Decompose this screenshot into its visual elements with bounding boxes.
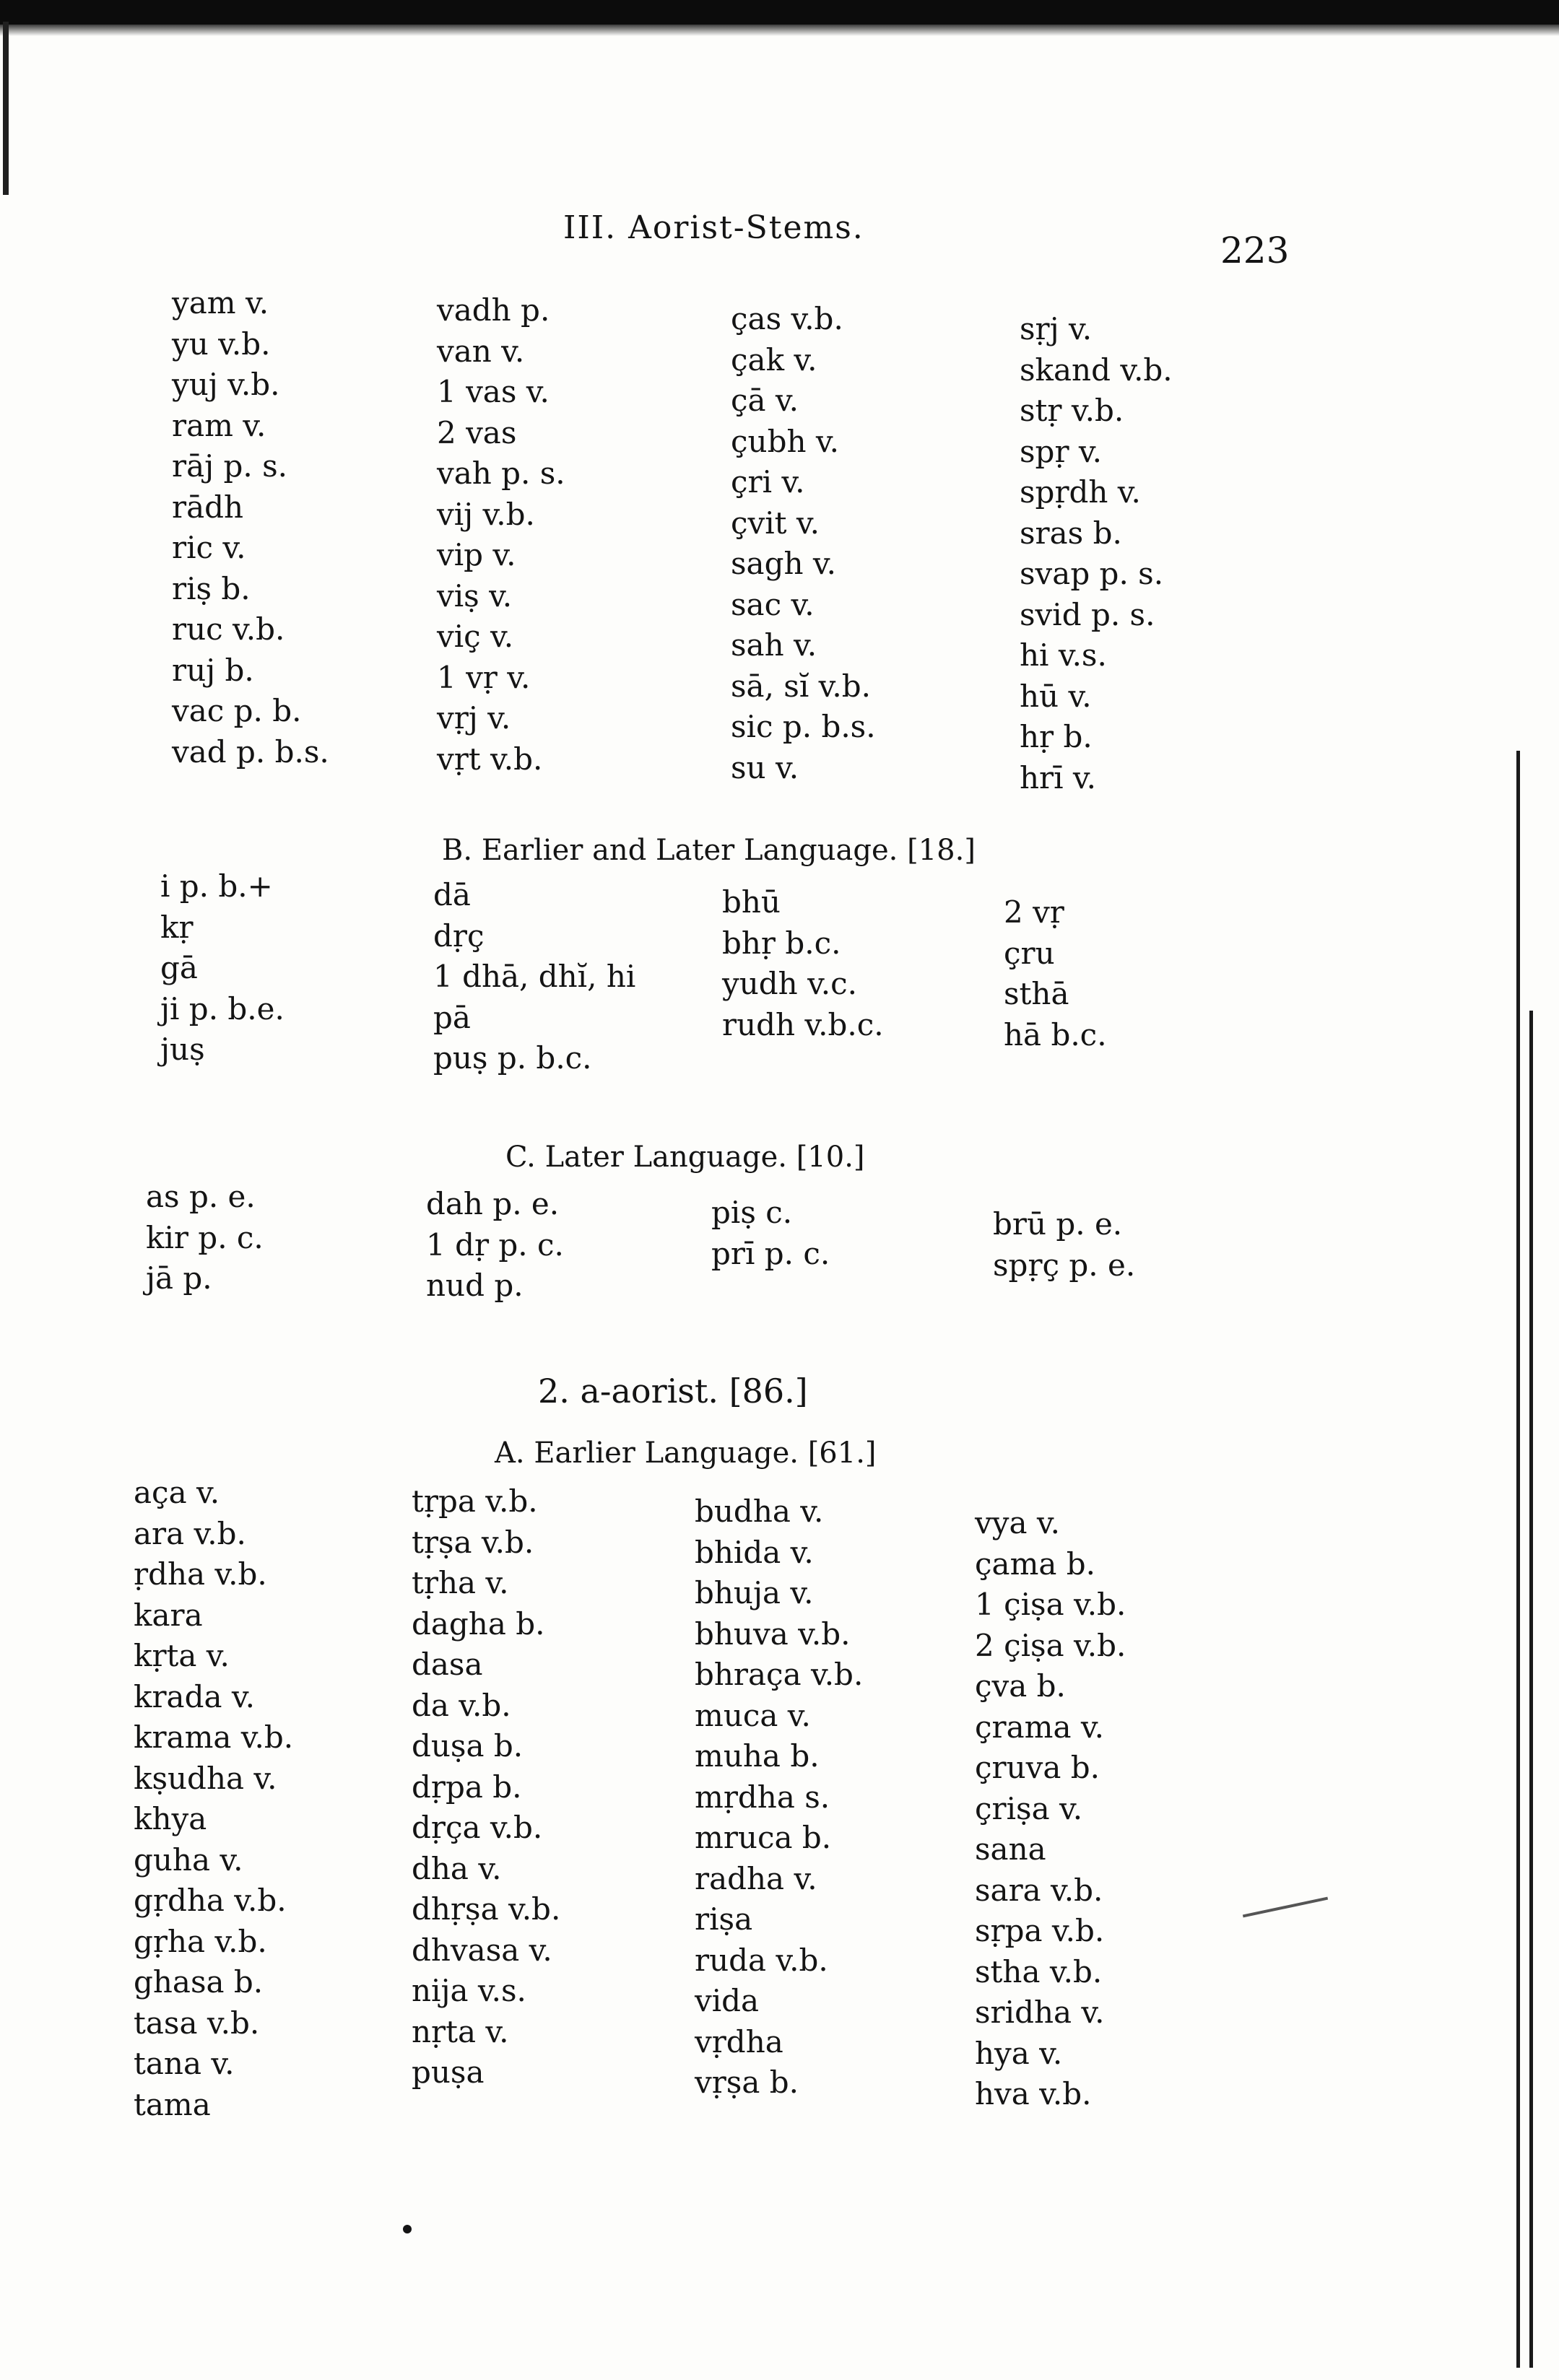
list-item: sah v. xyxy=(731,627,817,663)
list-item: ruda v.b. xyxy=(695,1942,828,1978)
list-item: dha v. xyxy=(412,1850,502,1886)
list-item: radha v. xyxy=(695,1860,817,1896)
list-item: tṛṣa v.b. xyxy=(412,1524,534,1560)
list-item: spṛdh v. xyxy=(1020,474,1141,510)
scan-edge-top xyxy=(0,0,1559,25)
list-item: mṛdha s. xyxy=(695,1779,830,1815)
section-c-count: [10.] xyxy=(796,1141,865,1174)
block1-column xyxy=(731,299,876,788)
section-c-title: C. Later Language. xyxy=(505,1141,787,1174)
list-item: bhṛ b.c. xyxy=(722,925,841,961)
section-2-column xyxy=(695,1491,863,2104)
list-item: vṛj v. xyxy=(437,700,511,736)
list-item: kara xyxy=(134,1597,203,1633)
list-item: stha v.b. xyxy=(975,1953,1103,1989)
list-item: dah p. e. xyxy=(426,1186,560,1221)
list-item: kir p. c. xyxy=(146,1219,264,1255)
list-item: dā xyxy=(433,877,471,912)
list-item: ram v. xyxy=(172,407,266,443)
list-item: puṣa xyxy=(412,2054,485,2090)
block1-column xyxy=(172,283,329,772)
section-b-count: [18.] xyxy=(907,834,976,867)
list-item: sṛj v. xyxy=(1020,311,1093,346)
list-item: sara v.b. xyxy=(975,1872,1103,1908)
list-item: 2 vṛ xyxy=(1004,894,1064,930)
list-item: dṛpa b. xyxy=(412,1769,522,1805)
list-item: viç v. xyxy=(437,619,514,654)
list-item: sana xyxy=(975,1831,1046,1867)
section-2a-title: A. Earlier Language. xyxy=(495,1437,799,1470)
list-item: sic p. b.s. xyxy=(731,709,876,744)
list-item: hā b.c. xyxy=(1004,1016,1107,1052)
list-item: vṛdha xyxy=(695,2023,783,2059)
list-item: bhraça v.b. xyxy=(695,1657,864,1692)
list-item: guha v. xyxy=(134,1841,243,1878)
list-item: 1 çiṣa v.b. xyxy=(975,1587,1126,1622)
list-item: tṛpa v.b. xyxy=(412,1483,538,1519)
list-item: skand v.b. xyxy=(1020,352,1173,388)
list-item: spṛç p. e. xyxy=(993,1247,1136,1283)
list-item: hva v.b. xyxy=(975,2076,1092,2111)
list-item: tasa v.b. xyxy=(134,2005,260,2041)
list-item: piṣ c. xyxy=(711,1195,793,1230)
section-b-heading xyxy=(442,834,976,867)
list-item: sā, sĭ v.b. xyxy=(731,668,871,704)
section-2-column xyxy=(412,1481,560,2093)
section-b-column xyxy=(722,882,884,1045)
block1-column xyxy=(1020,309,1173,798)
section-2-title-line xyxy=(538,1372,808,1411)
list-item: van v. xyxy=(437,333,525,369)
list-item: spṛ v. xyxy=(1020,433,1102,469)
list-item: vadh p. xyxy=(437,292,550,328)
list-item: nṛta v. xyxy=(412,2013,509,2049)
list-item: svid p. s. xyxy=(1020,596,1155,632)
list-item: i p. b.+ xyxy=(160,868,273,904)
list-item: rāj p. s. xyxy=(172,448,287,484)
list-item: dagha b. xyxy=(412,1605,545,1642)
list-item: bhū xyxy=(722,884,781,920)
list-item: bhuva v.b. xyxy=(695,1616,851,1652)
list-item: 1 vas v. xyxy=(437,374,550,409)
list-item: tṛha v. xyxy=(412,1565,509,1600)
list-item: ruj b. xyxy=(172,652,254,688)
list-item: çri v. xyxy=(731,464,805,500)
list-item: ric v. xyxy=(172,530,246,565)
list-item: rudh v.b.c. xyxy=(722,1006,884,1042)
list-item: juṣ xyxy=(160,1032,205,1067)
list-item: riṣa xyxy=(695,1901,753,1937)
list-item: yuj v.b. xyxy=(172,367,280,402)
list-item: nud p. xyxy=(426,1268,524,1303)
list-item: sthā xyxy=(1004,976,1069,1011)
section-c-column xyxy=(146,1177,264,1299)
list-item: yam v. xyxy=(172,285,269,321)
ink-smudge xyxy=(1243,1897,1328,1918)
list-item: sac v. xyxy=(731,586,815,622)
list-item: viṣ v. xyxy=(437,577,513,614)
scan-edge-left xyxy=(3,22,9,195)
list-item: rādh xyxy=(172,489,244,525)
list-item: krada v. xyxy=(134,1678,255,1714)
list-item: da v.b. xyxy=(412,1687,511,1723)
list-item: 1 dṛ p. c. xyxy=(426,1226,564,1263)
list-item: muca v. xyxy=(695,1697,811,1733)
list-item: pā xyxy=(433,999,471,1035)
scan-edge-shadow xyxy=(0,25,1559,36)
list-item: 2 çiṣa v.b. xyxy=(975,1627,1126,1663)
list-item: vṛṣa b. xyxy=(695,2065,799,2100)
list-item: hū v. xyxy=(1020,678,1092,714)
list-item: yudh v.c. xyxy=(722,966,858,1001)
list-item: ghasa b. xyxy=(134,1964,264,2000)
list-item: dhṛṣa v.b. xyxy=(412,1891,561,1927)
list-item: vah p. s. xyxy=(437,455,565,491)
list-item: sridha v. xyxy=(975,1995,1105,2030)
section-2a-heading xyxy=(495,1437,877,1470)
section-b-column xyxy=(1004,892,1107,1055)
list-item: brū p. e. xyxy=(993,1206,1123,1242)
stray-dot xyxy=(403,2225,412,2233)
list-item: as p. e. xyxy=(146,1179,256,1214)
list-item: 1 vṛ v. xyxy=(437,659,531,695)
section-b-column xyxy=(160,866,285,1071)
list-item: çubh v. xyxy=(731,423,839,459)
list-item: sṛpa v.b. xyxy=(975,1913,1105,1948)
list-item: çriṣa v. xyxy=(975,1790,1083,1826)
list-item: çak v. xyxy=(731,341,817,378)
scan-edge-right-1 xyxy=(1516,751,1520,2368)
list-item: ṛdha v.b. xyxy=(134,1556,267,1592)
list-item: nija v.s. xyxy=(412,1973,526,2008)
scan-edge-right-2 xyxy=(1529,1011,1533,2368)
list-item: ruc v.b. xyxy=(172,611,285,647)
list-item: çruva b. xyxy=(975,1750,1100,1785)
section-2-column xyxy=(134,1473,293,2125)
list-item: sagh v. xyxy=(731,546,836,581)
list-item: bhuja v. xyxy=(695,1575,814,1610)
list-item: dhvasa v. xyxy=(412,1932,552,1968)
list-item: hya v. xyxy=(975,2035,1063,2071)
list-item: hi v.s. xyxy=(1020,637,1107,673)
list-item: tana v. xyxy=(134,2046,235,2081)
list-item: kṣudha v. xyxy=(134,1760,277,1796)
list-item: ara v.b. xyxy=(134,1515,246,1551)
list-item: duṣa b. xyxy=(412,1728,524,1764)
list-item: puṣ p. b.c. xyxy=(433,1040,592,1076)
section-2a-count: [61.] xyxy=(807,1437,877,1470)
list-item: krama v.b. xyxy=(134,1719,294,1755)
list-item: çrama v. xyxy=(975,1709,1104,1745)
list-item: jā p. xyxy=(146,1260,212,1296)
list-item: çvit v. xyxy=(731,505,820,541)
block1-column xyxy=(437,290,565,780)
list-item: tama xyxy=(134,2086,211,2122)
list-item: vad p. b.s. xyxy=(172,733,329,770)
list-item: gṛha v.b. xyxy=(134,1923,267,1959)
list-item: hrī v. xyxy=(1020,759,1097,795)
list-item: su v. xyxy=(731,749,799,785)
list-item: 1 dhā, dhĭ, hi xyxy=(433,959,636,994)
list-item: çva b. xyxy=(975,1668,1066,1704)
list-item: gā xyxy=(160,950,198,985)
list-item: yu v.b. xyxy=(172,326,271,362)
section-c-column xyxy=(711,1193,830,1274)
list-item: svap p. s. xyxy=(1020,556,1164,591)
list-item: çru xyxy=(1004,935,1055,971)
list-item: sras b. xyxy=(1020,515,1122,551)
list-item: kṛ xyxy=(160,909,194,945)
list-item: ji p. b.e. xyxy=(160,990,285,1026)
section-c-column xyxy=(426,1184,564,1307)
section-2-title: 2. a-aorist. xyxy=(538,1372,719,1411)
section-2-column xyxy=(975,1503,1126,2115)
list-item: vij v.b. xyxy=(437,496,535,532)
list-item: vṛt v.b. xyxy=(437,741,543,777)
list-item: vac p. b. xyxy=(172,693,302,728)
section-c-heading xyxy=(505,1141,865,1174)
page-number: 223 xyxy=(1220,230,1290,271)
list-item: bhida v. xyxy=(695,1534,814,1570)
list-item: aça v. xyxy=(134,1475,220,1510)
list-item: khya xyxy=(134,1801,207,1836)
list-item: çama b. xyxy=(975,1546,1096,1582)
list-item: riṣ b. xyxy=(172,570,251,606)
list-item: prī p. c. xyxy=(711,1235,830,1271)
list-item: budha v. xyxy=(695,1494,824,1529)
list-item: çā v. xyxy=(731,383,799,418)
list-item: gṛdha v.b. xyxy=(134,1883,287,1918)
list-item: vya v. xyxy=(975,1505,1060,1540)
list-item: hṛ b. xyxy=(1020,719,1093,754)
list-item: 2 vas xyxy=(437,414,517,450)
list-item: kṛta v. xyxy=(134,1638,230,1673)
section-2-count: [86.] xyxy=(729,1372,808,1411)
list-item: mruca b. xyxy=(695,1820,832,1855)
list-item: vip v. xyxy=(437,537,516,572)
section-b-title: B. Earlier and Later Language. xyxy=(442,834,898,867)
list-item: vida xyxy=(695,1983,760,2018)
section-c-column xyxy=(993,1204,1135,1286)
list-item: dasa xyxy=(412,1647,483,1682)
section-b-column xyxy=(433,875,635,1079)
list-item: dṛç xyxy=(433,917,485,954)
list-item: stṛ v.b. xyxy=(1020,393,1124,428)
list-item: muha b. xyxy=(695,1738,820,1774)
page-header: III. Aorist-Stems. xyxy=(563,209,864,246)
list-item: ças v.b. xyxy=(731,301,843,336)
list-item: dṛça v.b. xyxy=(412,1810,543,1845)
